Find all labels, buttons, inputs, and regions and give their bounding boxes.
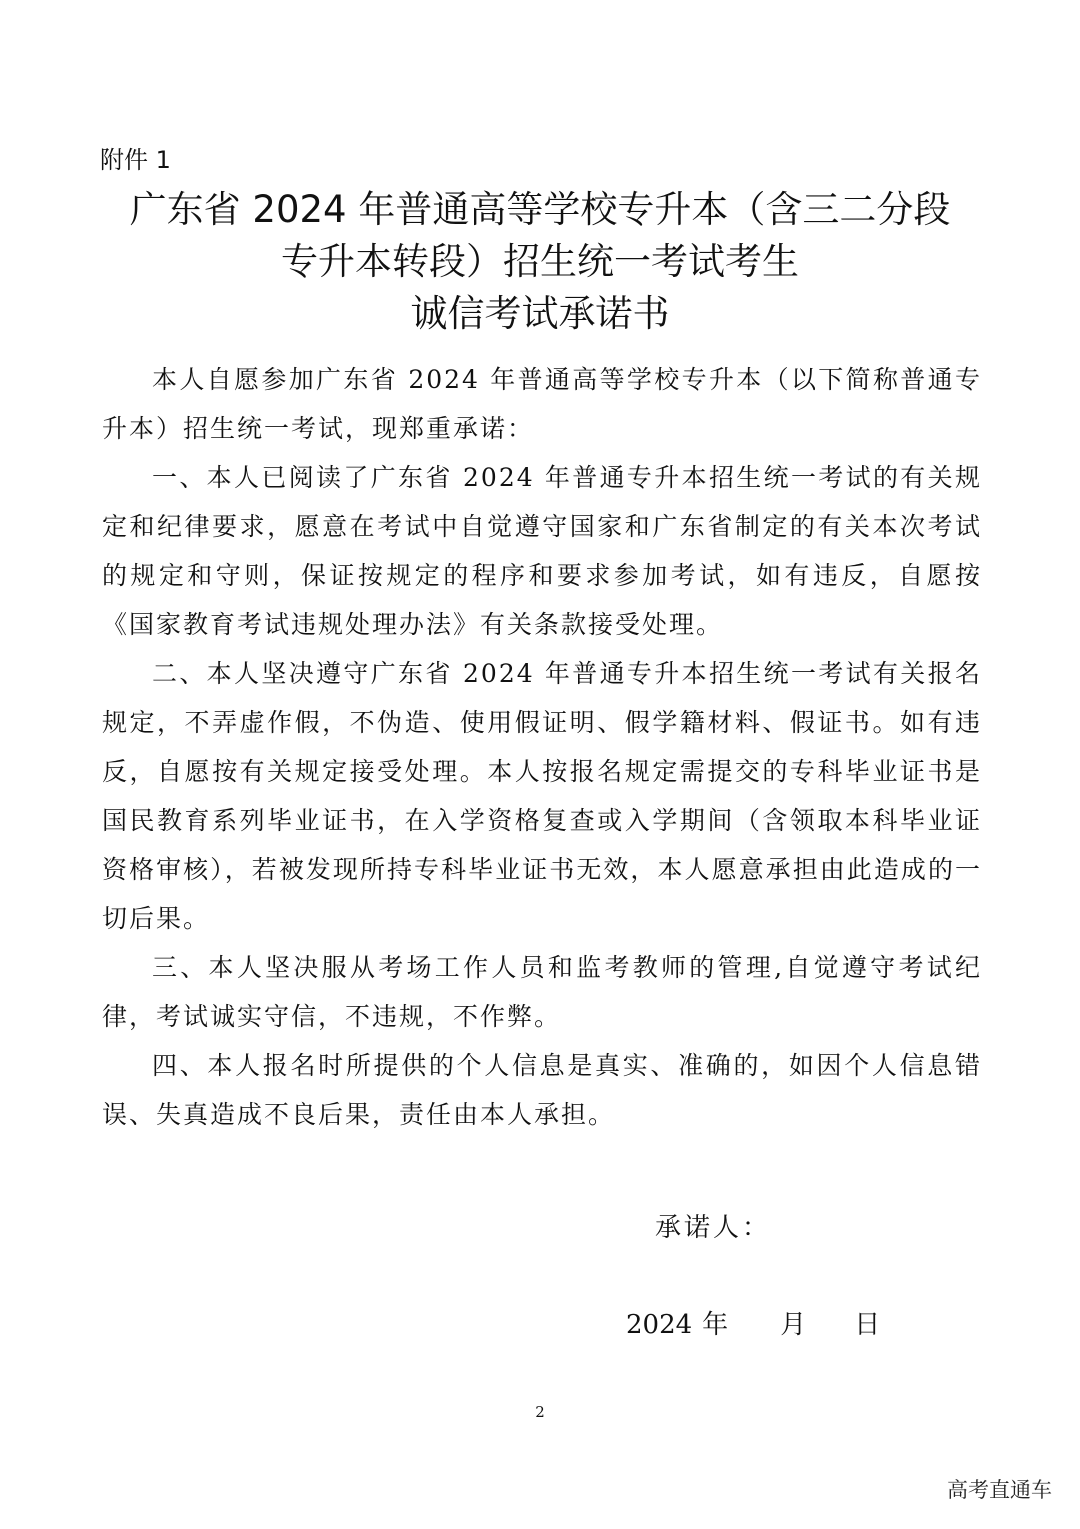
date-year: 2024 — [626, 1310, 693, 1340]
page-number: 2 — [535, 1403, 545, 1421]
title-line-2: 专升本转段）招生统一考试考生 — [281, 240, 799, 283]
intro-paragraph: 本人自愿参加广东省 2024 年普通高等学校专升本（以下简称普通专升本）招生统一考试，现郑重承诺： — [102, 365, 982, 443]
title-line-3: 诚信考试承诺书 — [410, 292, 670, 335]
date-month-label: 月 — [780, 1310, 807, 1340]
document-title — [60, 184, 1020, 340]
pledge-item-3: 三、本人坚决服从考场工作人员和监考教师的管理,自觉遵守考试纪律，考试诚实守信，不违规，不作弊。 — [102, 953, 982, 1031]
attachment-label: 附件 1 — [100, 146, 171, 174]
pledge-item-4: 四、本人报名时所提供的个人信息是真实、准确的，如因个人信息错误、失真造成不良后果，责任由本人承担。 — [102, 1051, 982, 1129]
title-line-1: 广东省 2024 年普通高等学校专升本（含三二分段 — [129, 188, 951, 231]
pledge-item-1: 一、本人已阅读了广东省 2024 年普通专升本招生统一考试的有关规定和纪律要求，愿意在考试中自觉遵守国家和广东省制定的有关本次考试的规定和守则，保证按规定的程序和要求参加考试，如有违反，自愿按《国家教育考试违规处理办法》有关条款接受处理。 — [102, 463, 982, 639]
date-year-label: 年 — [702, 1310, 729, 1340]
date-day-label: 日 — [854, 1310, 881, 1340]
watermark-text: 高考直通车 — [947, 1478, 1052, 1502]
pledge-item-2: 二、本人坚决遵守广东省 2024 年普通专升本招生统一考试有关报名规定，不弄虚作假，不伪造、使用假证明、假学籍材料、假证书。如有违反，自愿按有关规定接受处理。本人按报名规定需提交的专科毕业证书是国民教育系列毕业证书，在入学资格复查或入学期间（含领取本科毕业证资格审核），若被发现所持专科毕业证书无效，本人愿意承担由此造成的一切后果。 — [102, 659, 982, 933]
document-body — [102, 355, 982, 1139]
signing-date — [626, 1305, 880, 1345]
signature-label: 承诺人： — [655, 1213, 772, 1243]
